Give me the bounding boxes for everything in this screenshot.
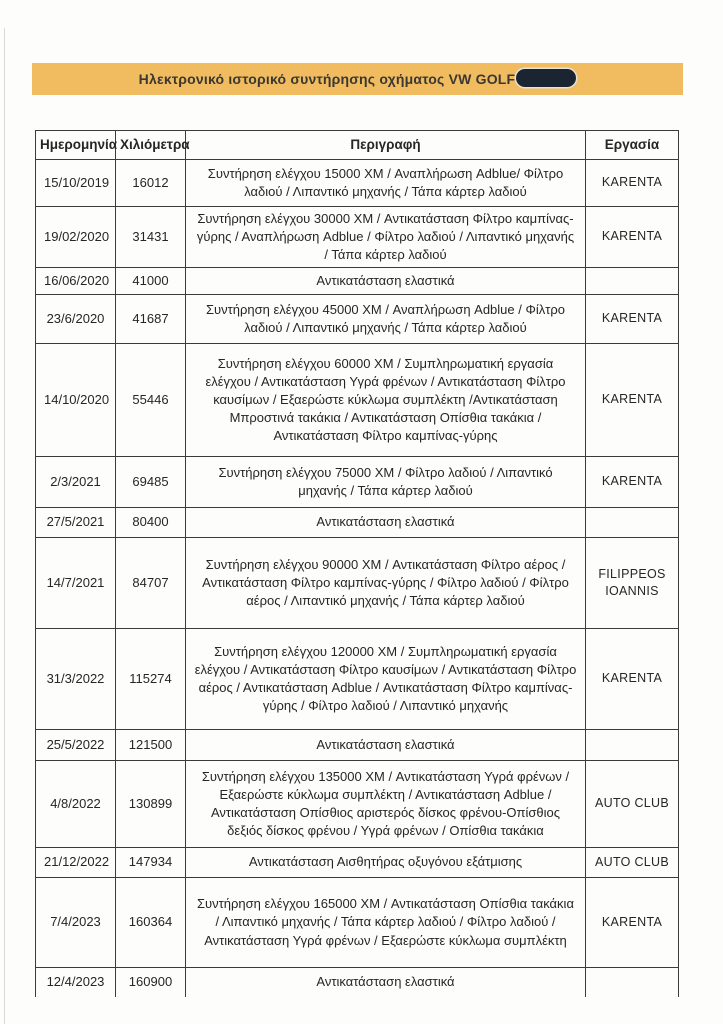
date-cell: 23/6/2020 bbox=[36, 295, 116, 344]
description-cell: Συντήρηση ελέγχου 30000 XM / Αντικατάσταση Φίλτρο καμπίνας-γύρης / Αναπλήρωση Adblue / Φίλτρο λαδιού / Λιπαντικό μηχανής / Τάπα κάρτερ λαδιού bbox=[186, 207, 586, 268]
work-cell: KARENTA bbox=[586, 457, 679, 508]
date-cell: 16/06/2020 bbox=[36, 268, 116, 295]
description-cell: Συντήρηση ελέγχου 60000 XM / Συμπληρωματική εργασία ελέγχου / Αντικατάσταση Υγρά φρένων / Αντικατάσταση Φίλτρο καυσίμων / Εξαερώστε κύκλωμα συμπλέκτη /Αντικατάσταση Μπροστινά τακάκια / Αντικατάσταση Οπίσθια τακάκια / Αντικατάσταση Φίλτρο καμπίνας-γύρης bbox=[186, 344, 586, 457]
table-body bbox=[36, 160, 679, 998]
kilometers-cell: 147934 bbox=[116, 848, 186, 878]
column-header-description: Περιγραφή bbox=[186, 131, 586, 160]
kilometers-cell: 31431 bbox=[116, 207, 186, 268]
work-cell: AUTO CLUB bbox=[586, 848, 679, 878]
kilometers-cell: 41000 bbox=[116, 268, 186, 295]
description-cell: Συντήρηση ελέγχου 135000 XM / Αντικατάσταση Υγρά φρένων / Εξαερώστε κύκλωμα συμπλέκτη / Αντικατάσταση Adblue / Αντικατάσταση Οπίσθιος αριστερός δίσκος φρένου-Οπίσθιος δεξιός δίσκος φρένου / Υγρά φρένων / Οπίσθια τακάκια bbox=[186, 761, 586, 848]
work-cell: FILIPPEOS IOANNIS bbox=[586, 538, 679, 629]
work-cell: AUTO CLUB bbox=[586, 761, 679, 848]
work-cell: KARENTA bbox=[586, 344, 679, 457]
kilometers-cell: 121500 bbox=[116, 730, 186, 761]
table-row bbox=[36, 344, 679, 457]
date-cell: 27/5/2021 bbox=[36, 508, 116, 538]
table-row bbox=[36, 968, 679, 998]
table-row bbox=[36, 457, 679, 508]
kilometers-cell: 69485 bbox=[116, 457, 186, 508]
description-cell: Αντικατάσταση Αισθητήρας οξυγόνου εξάτμισης bbox=[186, 848, 586, 878]
description-cell: Αντικατάσταση ελαστικά bbox=[186, 730, 586, 761]
description-cell: Συντήρηση ελέγχου 45000 XM / Αναπλήρωση Adblue / Φίλτρο λαδιού / Λιπαντικό μηχανής / Τάπα κάρτερ λαδιού bbox=[186, 295, 586, 344]
table-row bbox=[36, 730, 679, 761]
table-row bbox=[36, 761, 679, 848]
redacted-license-plate-box bbox=[516, 69, 576, 87]
work-cell bbox=[586, 730, 679, 761]
scan-edge-artifact bbox=[4, 28, 5, 1024]
work-cell bbox=[586, 968, 679, 998]
table-row bbox=[36, 848, 679, 878]
table-row bbox=[36, 508, 679, 538]
table-row bbox=[36, 207, 679, 268]
description-cell: Αντικατάσταση ελαστικά bbox=[186, 968, 586, 998]
column-header-date: Ημερομηνία bbox=[36, 131, 116, 160]
kilometers-cell: 80400 bbox=[116, 508, 186, 538]
kilometers-cell: 84707 bbox=[116, 538, 186, 629]
column-header-kilometers: Χιλιόμετρα bbox=[116, 131, 186, 160]
maintenance-history-table bbox=[35, 130, 679, 997]
date-cell: 12/4/2023 bbox=[36, 968, 116, 998]
document-title-bar bbox=[32, 63, 683, 95]
table-row bbox=[36, 268, 679, 295]
description-cell: Αντικατάσταση ελαστικά bbox=[186, 268, 586, 295]
table-row bbox=[36, 160, 679, 207]
date-cell: 7/4/2023 bbox=[36, 878, 116, 968]
date-cell: 19/02/2020 bbox=[36, 207, 116, 268]
page-title: Ηλεκτρονικό ιστορικό συντήρησης οχήματος VW GOLF bbox=[138, 71, 516, 87]
work-cell: KARENTA bbox=[586, 160, 679, 207]
kilometers-cell: 115274 bbox=[116, 629, 186, 730]
date-cell: 31/3/2022 bbox=[36, 629, 116, 730]
work-cell bbox=[586, 508, 679, 538]
kilometers-cell: 16012 bbox=[116, 160, 186, 207]
column-header-work: Εργασία bbox=[586, 131, 679, 160]
work-cell: KARENTA bbox=[586, 878, 679, 968]
work-cell bbox=[586, 268, 679, 295]
date-cell: 15/10/2019 bbox=[36, 160, 116, 207]
date-cell: 4/8/2022 bbox=[36, 761, 116, 848]
date-cell: 25/5/2022 bbox=[36, 730, 116, 761]
table-row bbox=[36, 295, 679, 344]
work-cell: KARENTA bbox=[586, 207, 679, 268]
table-row bbox=[36, 878, 679, 968]
description-cell: Συντήρηση ελέγχου 90000 XM / Αντικατάσταση Φίλτρο αέρος / Αντικατάσταση Φίλτρο καμπίνας-γύρης / Φίλτρο λαδιού / Φίλτρο αέρος / Λιπαντικό μηχανής / Τάπα κάρτερ λαδιού bbox=[186, 538, 586, 629]
description-cell: Συντήρηση ελέγχου 165000 XM / Αντικατάσταση Οπίσθια τακάκια / Λιπαντικό μηχανής / Τάπα κάρτερ λαδιού / Φίλτρο λαδιού / Αντικατάσταση Υγρά φρένων / Εξαερώστε κύκλωμα συμπλέκτη bbox=[186, 878, 586, 968]
kilometers-cell: 130899 bbox=[116, 761, 186, 848]
table-row bbox=[36, 629, 679, 730]
description-cell: Αντικατάσταση ελαστικά bbox=[186, 508, 586, 538]
work-cell: KARENTA bbox=[586, 629, 679, 730]
description-cell: Συντήρηση ελέγχου 15000 XM / Αναπλήρωση Adblue/ Φίλτρο λαδιού / Λιπαντικό μηχανής / Τάπα κάρτερ λαδιού bbox=[186, 160, 586, 207]
kilometers-cell: 41687 bbox=[116, 295, 186, 344]
kilometers-cell: 160900 bbox=[116, 968, 186, 998]
table-row bbox=[36, 538, 679, 629]
date-cell: 14/10/2020 bbox=[36, 344, 116, 457]
date-cell: 21/12/2022 bbox=[36, 848, 116, 878]
date-cell: 14/7/2021 bbox=[36, 538, 116, 629]
date-cell: 2/3/2021 bbox=[36, 457, 116, 508]
kilometers-cell: 55446 bbox=[116, 344, 186, 457]
table-header-row bbox=[36, 131, 679, 160]
description-cell: Συντήρηση ελέγχου 120000 XM / Συμπληρωματική εργασία ελέγχου / Αντικατάσταση Φίλτρο καυσίμων / Αντικατάσταση Φίλτρο αέρος / Αντικατάσταση Adblue / Αντικατάσταση Φίλτρο καμπίνας-γύρης / Φίλτρο λαδιού / Λιπαντικό μηχανής bbox=[186, 629, 586, 730]
work-cell: KARENTA bbox=[586, 295, 679, 344]
description-cell: Συντήρηση ελέγχου 75000 XM / Φίλτρο λαδιού / Λιπαντικό μηχανής / Τάπα κάρτερ λαδιού bbox=[186, 457, 586, 508]
kilometers-cell: 160364 bbox=[116, 878, 186, 968]
